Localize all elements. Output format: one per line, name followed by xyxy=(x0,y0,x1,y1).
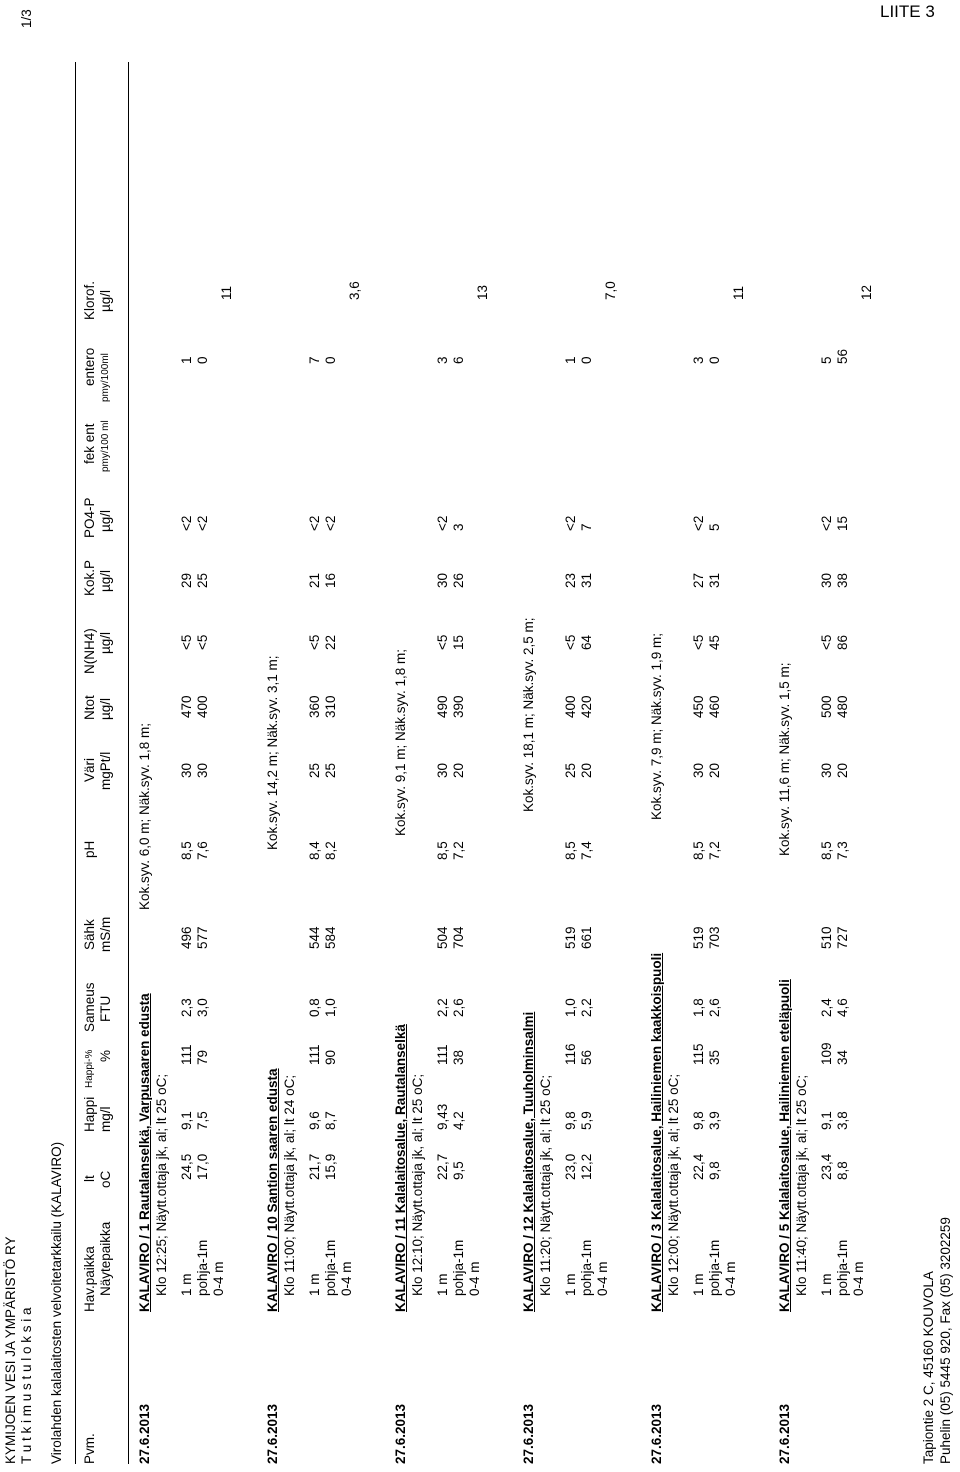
report-title: Virolahden kalalaitosten velvoitetarkkailu (KALAVIRO) xyxy=(49,1141,64,1464)
section-date: 27.6.2013 xyxy=(521,1403,536,1464)
table-cell-sameus: 1,8 xyxy=(691,998,706,1017)
table-cell-vari: 25 xyxy=(307,762,322,778)
table-cell-kokp: 23 xyxy=(563,572,578,588)
table-cell-kokp: 31 xyxy=(579,572,594,588)
table-cell-entero: 0 xyxy=(323,356,338,364)
section-title: KALAVIRO / 10 Santion saaren edusta xyxy=(265,1068,280,1312)
table-cell-ph: 8,4 xyxy=(307,841,322,860)
table-cell-ntot: 400 xyxy=(195,695,210,718)
table-row-label: 0-4 m xyxy=(595,1261,610,1296)
table-cell-nnh4: 15 xyxy=(451,634,466,650)
table-cell-lt: 21,7 xyxy=(307,1153,322,1180)
col-happi-1: Happi xyxy=(82,1096,97,1132)
table-cell-po4p: <2 xyxy=(691,515,706,531)
section-title: KALAVIRO / 11 Kalalaitosalue, Rautalanselkä xyxy=(393,1024,408,1312)
col-vari-2: mgPt/l xyxy=(98,751,113,790)
col-fekent-1: fek ent xyxy=(82,423,97,464)
table-row-label: 0-4 m xyxy=(723,1261,738,1296)
table-cell-lt: 8,8 xyxy=(835,1161,850,1180)
col-happipct-1: Happi-% xyxy=(84,1049,95,1088)
table-cell-po4p: 15 xyxy=(835,515,850,531)
col-ph: pH xyxy=(82,840,97,858)
table-cell-happipct: 38 xyxy=(451,1049,466,1065)
table-cell-klorof: 13 xyxy=(475,284,490,300)
table-cell-sahk: 577 xyxy=(195,926,210,949)
col-kokp-1: Kok.P xyxy=(82,559,97,596)
table-cell-nnh4: <5 xyxy=(435,634,450,650)
section-title: KALAVIRO / 3 Kalalaitosalue, Hailiniemen kaakkoispuoli xyxy=(649,952,664,1312)
table-cell-vari: 25 xyxy=(563,762,578,778)
table-cell-ntot: 390 xyxy=(451,695,466,718)
table-cell-happipct: 115 xyxy=(691,1043,706,1065)
table-cell-nnh4: <5 xyxy=(819,634,834,650)
table-cell-sameus: 0,8 xyxy=(307,998,322,1017)
section-date: 27.6.2013 xyxy=(265,1403,280,1464)
table-cell-nnh4: <5 xyxy=(195,634,210,650)
col-pvm: Pvm. xyxy=(82,1433,97,1464)
col-nnh4-2: µg/l xyxy=(98,631,113,654)
table-cell-vari: 25 xyxy=(323,762,338,778)
table-cell-sahk: 727 xyxy=(835,926,850,949)
table-cell-sahk: 519 xyxy=(691,926,706,949)
table-cell-lt: 9,5 xyxy=(451,1161,466,1180)
col-sahk-1: Sähk xyxy=(82,919,97,950)
table-cell-nnh4: <5 xyxy=(179,634,194,650)
table-cell-entero: 0 xyxy=(195,356,210,364)
table-cell-lt: 24,5 xyxy=(179,1153,194,1180)
header-rule-top xyxy=(75,62,76,1464)
table-cell-sameus: 2,6 xyxy=(451,998,466,1017)
table-cell-kokp: 26 xyxy=(451,572,466,588)
col-entero-2: pmy/100ml xyxy=(100,353,111,402)
table-cell-vari: 30 xyxy=(195,762,210,778)
table-cell-happi: 8,7 xyxy=(323,1111,338,1130)
table-cell-po4p: <2 xyxy=(819,515,834,531)
table-cell-po4p: 3 xyxy=(451,523,466,531)
table-cell-ph: 8,5 xyxy=(819,841,834,860)
table-cell-sameus: 2,2 xyxy=(579,998,594,1017)
table-cell-sahk: 703 xyxy=(707,926,722,949)
table-row-label: pohja-1m xyxy=(195,1239,210,1296)
table-cell-vari: 20 xyxy=(579,762,594,778)
table-cell-happi: 9,43 xyxy=(435,1103,450,1130)
table-cell-happi: 4,2 xyxy=(451,1111,466,1130)
table-cell-lt: 17,0 xyxy=(195,1153,210,1180)
table-cell-sahk: 504 xyxy=(435,926,450,949)
col-entero-1: entero xyxy=(82,347,97,386)
table-cell-vari: 30 xyxy=(691,762,706,778)
table-cell-ph: 8,5 xyxy=(435,841,450,860)
annex-label: LIITE 3 xyxy=(880,2,935,21)
table-cell-sahk: 496 xyxy=(179,926,194,949)
table-cell-po4p: <2 xyxy=(179,515,194,531)
section-date: 27.6.2013 xyxy=(649,1403,664,1464)
table-row-label: 1 m xyxy=(307,1273,322,1296)
table-cell-happi: 9,8 xyxy=(563,1111,578,1130)
col-lt-1: lt xyxy=(82,1175,97,1182)
table-cell-nnh4: <5 xyxy=(563,634,578,650)
table-cell-kokp: 25 xyxy=(195,572,210,588)
table-cell-ph: 7,4 xyxy=(579,841,594,860)
table-row-label: 0-4 m xyxy=(851,1261,866,1296)
table-cell-sameus: 1,0 xyxy=(323,998,338,1017)
col-happi-2: mg/l xyxy=(98,1106,113,1132)
table-row-label: pohja-1m xyxy=(707,1239,722,1296)
table-cell-ph: 7,2 xyxy=(451,841,466,860)
table-cell-ntot: 460 xyxy=(707,695,722,718)
table-row-label: 0-4 m xyxy=(339,1261,354,1296)
table-cell-sahk: 661 xyxy=(579,926,594,949)
table-cell-sameus: 3,0 xyxy=(195,998,210,1017)
table-cell-lt: 15,9 xyxy=(323,1153,338,1180)
table-cell-nnh4: 45 xyxy=(707,634,722,650)
table-row-label: 1 m xyxy=(819,1273,834,1296)
section-depth-info: Kok.syv. 14,2 m; Näk.syv. 3,1 m; xyxy=(265,655,280,850)
table-cell-happipct: 35 xyxy=(707,1049,722,1065)
table-cell-happi: 5,9 xyxy=(579,1111,594,1130)
table-row-label: pohja-1m xyxy=(323,1239,338,1296)
table-cell-happi: 3,8 xyxy=(835,1111,850,1130)
section-sampling-info: Klo 12:10; Näytt.ottaja jk, al; lt 25 oC; xyxy=(410,1073,425,1296)
section-title: KALAVIRO / 1 Rautalanselkä, Varpusaaren edusta xyxy=(137,993,152,1312)
org-subtitle: T u t k i m u s t u l o k s i a xyxy=(19,1307,34,1464)
table-row-label: 0-4 m xyxy=(467,1261,482,1296)
col-vari-1: Väri xyxy=(82,757,97,782)
col-lt-2: oC xyxy=(98,1170,113,1188)
col-sahk-2: mS/m xyxy=(98,916,113,952)
table-cell-ntot: 420 xyxy=(579,695,594,718)
table-cell-ntot: 360 xyxy=(307,695,322,718)
section-sampling-info: Klo 12:00; Näytt.ottaja jk, al; lt 25 oC; xyxy=(666,1073,681,1296)
col-klorof-1: Klorof. xyxy=(82,280,97,320)
col-ntot-2: µg/l xyxy=(98,697,113,720)
table-cell-ntot: 450 xyxy=(691,695,706,718)
col-kokp-2: µg/l xyxy=(98,569,113,592)
table-cell-entero: 0 xyxy=(579,356,594,364)
table-cell-entero: 1 xyxy=(179,356,194,364)
section-date: 27.6.2013 xyxy=(777,1403,792,1464)
table-cell-ph: 8,2 xyxy=(323,841,338,860)
table-row-label: 0-4 m xyxy=(211,1261,226,1296)
table-cell-nnh4: <5 xyxy=(307,634,322,650)
col-klorof-2: µg/l xyxy=(98,289,113,312)
table-cell-entero: 5 xyxy=(819,356,834,364)
table-cell-happipct: 111 xyxy=(179,1044,194,1065)
table-cell-vari: 20 xyxy=(835,762,850,778)
table-cell-entero: 1 xyxy=(563,356,578,364)
table-cell-sameus: 4,6 xyxy=(835,998,850,1017)
table-cell-sahk: 510 xyxy=(819,926,834,949)
table-cell-sameus: 2,2 xyxy=(435,998,450,1017)
col-po4p-2: µg/l xyxy=(98,509,113,532)
table-row-label: 1 m xyxy=(179,1273,194,1296)
table-cell-happi: 7,5 xyxy=(195,1111,210,1130)
section-sampling-info: Klo 11:20; Näytt.ottaja jk, al; lt 25 oC; xyxy=(538,1074,553,1296)
table-cell-klorof: 12 xyxy=(859,284,874,300)
table-cell-entero: 56 xyxy=(835,348,850,364)
table-cell-entero: 7 xyxy=(307,356,322,364)
table-cell-po4p: <2 xyxy=(435,515,450,531)
table-cell-kokp: 38 xyxy=(835,572,850,588)
table-cell-happi: 9,6 xyxy=(307,1111,322,1130)
col-hav-2: Näytepaikka xyxy=(98,1221,113,1296)
table-cell-ph: 8,5 xyxy=(691,841,706,860)
table-cell-ntot: 470 xyxy=(179,695,194,718)
col-nnh4-1: N(NH4) xyxy=(82,628,97,674)
table-cell-nnh4: 64 xyxy=(579,634,594,650)
table-cell-vari: 30 xyxy=(435,762,450,778)
page-number: 1/3 xyxy=(19,9,34,28)
section-date: 27.6.2013 xyxy=(393,1403,408,1464)
table-cell-klorof: 7,0 xyxy=(603,281,618,300)
table-row-label: pohja-1m xyxy=(451,1239,466,1296)
table-cell-happipct: 56 xyxy=(579,1049,594,1065)
table-row-label: pohja-1m xyxy=(835,1239,850,1296)
section-depth-info: Kok.syv. 9,1 m; Näk.syv. 1,8 m; xyxy=(393,648,408,836)
table-cell-kokp: 30 xyxy=(819,572,834,588)
table-cell-vari: 20 xyxy=(707,762,722,778)
table-cell-kokp: 30 xyxy=(435,572,450,588)
table-cell-klorof: 3,6 xyxy=(347,281,362,300)
section-depth-info: Kok.syv. 18,1 m; Näk.syv. 2,5 m; xyxy=(521,617,536,812)
table-cell-sameus: 2,4 xyxy=(819,998,834,1017)
table-cell-lt: 22,4 xyxy=(691,1153,706,1180)
table-row-label: 1 m xyxy=(435,1273,450,1296)
footer-address: Tapiontie 2 C, 45160 KOUVOLA xyxy=(921,1271,936,1464)
table-cell-nnh4: <5 xyxy=(691,634,706,650)
table-cell-vari: 20 xyxy=(451,762,466,778)
table-cell-klorof: 11 xyxy=(731,285,746,300)
table-cell-kokp: 29 xyxy=(179,572,194,588)
table-cell-vari: 30 xyxy=(819,762,834,778)
table-cell-happipct: 111 xyxy=(307,1044,322,1065)
table-cell-happipct: 79 xyxy=(195,1049,210,1065)
table-cell-sahk: 704 xyxy=(451,926,466,949)
table-cell-sahk: 584 xyxy=(323,926,338,949)
table-cell-happipct: 34 xyxy=(835,1049,850,1065)
table-cell-kokp: 31 xyxy=(707,572,722,588)
section-title: KALAVIRO / 5 Kalalaitosalue, Hailiniemen eteläpuoli xyxy=(777,979,792,1312)
table-cell-ph: 8,5 xyxy=(563,841,578,860)
col-po4p-1: PO4-P xyxy=(82,497,97,538)
table-cell-sameus: 2,6 xyxy=(707,998,722,1017)
table-cell-happi: 3,9 xyxy=(707,1111,722,1130)
table-row-label: pohja-1m xyxy=(579,1239,594,1296)
table-cell-po4p: 5 xyxy=(707,523,722,531)
section-sampling-info: Klo 11:00; Näytt.ottaja jk, al; lt 24 oC; xyxy=(282,1074,297,1296)
table-cell-ntot: 480 xyxy=(835,695,850,718)
header-rule-bottom xyxy=(128,62,129,1464)
table-cell-sameus: 1,0 xyxy=(563,998,578,1017)
section-sampling-info: Klo 11:40; Näytt.ottaja jk, al; lt 25 oC; xyxy=(794,1074,809,1296)
table-cell-lt: 23,4 xyxy=(819,1153,834,1180)
table-cell-entero: 3 xyxy=(435,356,450,364)
table-cell-happi: 9,8 xyxy=(691,1111,706,1130)
table-cell-po4p: <2 xyxy=(195,515,210,531)
section-depth-info: Kok.syv. 11,6 m; Näk.syv. 1,5 m; xyxy=(777,662,792,856)
table-cell-lt: 23,0 xyxy=(563,1153,578,1180)
col-fekent-2: pmy/100 ml xyxy=(100,420,111,472)
table-cell-happi: 9,1 xyxy=(819,1111,834,1130)
table-cell-po4p: 7 xyxy=(579,523,594,531)
section-depth-info: Kok.syv. 7,9 m; Näk.syv. 1,9 m; xyxy=(649,632,664,820)
table-cell-klorof: 11 xyxy=(219,285,234,300)
table-cell-vari: 30 xyxy=(179,762,194,778)
table-cell-kokp: 27 xyxy=(691,572,706,588)
table-cell-ntot: 490 xyxy=(435,695,450,718)
footer-phone: Puhelin (05) 5445 920, Fax (05) 3202259 xyxy=(938,1217,953,1464)
table-cell-entero: 3 xyxy=(691,356,706,364)
col-sameus-2: FTU xyxy=(98,995,113,1022)
section-sampling-info: Klo 12:25; Näytt.ottaja jk, al; lt 25 oC; xyxy=(154,1073,169,1296)
table-cell-happipct: 109 xyxy=(819,1042,834,1065)
col-ntot-1: Ntot xyxy=(82,695,97,720)
table-cell-ntot: 500 xyxy=(819,695,834,718)
section-depth-info: Kok.syv. 6,0 m; Näk.syv. 1,8 m; xyxy=(137,722,152,910)
table-cell-sahk: 519 xyxy=(563,926,578,949)
col-happipct-2: % xyxy=(98,1049,113,1062)
table-cell-happipct: 111 xyxy=(435,1044,450,1065)
table-cell-po4p: <2 xyxy=(563,515,578,531)
table-cell-po4p: <2 xyxy=(307,515,322,531)
table-cell-ph: 7,3 xyxy=(835,841,850,860)
table-cell-sameus: 2,3 xyxy=(179,998,194,1017)
table-cell-kokp: 21 xyxy=(307,572,322,588)
table-cell-nnh4: 22 xyxy=(323,634,338,650)
table-cell-lt: 22,7 xyxy=(435,1153,450,1180)
table-cell-ph: 7,2 xyxy=(707,841,722,860)
table-cell-happipct: 90 xyxy=(323,1049,338,1065)
section-title: KALAVIRO / 12 Kalalaitosalue, Tuuholminsalmi xyxy=(521,1011,536,1312)
table-cell-lt: 9,8 xyxy=(707,1161,722,1180)
col-sameus-1: Sameus xyxy=(82,982,97,1032)
table-cell-ntot: 400 xyxy=(563,695,578,718)
table-cell-happipct: 116 xyxy=(563,1043,578,1065)
org-name: KYMIJOEN VESI JA YMPÄRISTÖ RY xyxy=(3,1236,18,1464)
table-cell-kokp: 16 xyxy=(323,572,338,588)
table-row-label: 1 m xyxy=(563,1273,578,1296)
section-date: 27.6.2013 xyxy=(137,1403,152,1464)
table-cell-sahk: 544 xyxy=(307,926,322,949)
table-cell-ntot: 310 xyxy=(323,695,338,718)
table-cell-ph: 7,6 xyxy=(195,841,210,860)
table-cell-happi: 9,1 xyxy=(179,1111,194,1130)
table-cell-po4p: <2 xyxy=(323,515,338,531)
table-cell-entero: 6 xyxy=(451,356,466,364)
table-cell-nnh4: 86 xyxy=(835,634,850,650)
col-hav-1: Hav.paikka xyxy=(82,1246,97,1312)
table-cell-entero: 0 xyxy=(707,356,722,364)
table-cell-ph: 8,5 xyxy=(179,841,194,860)
table-row-label: 1 m xyxy=(691,1273,706,1296)
table-cell-lt: 12,2 xyxy=(579,1153,594,1180)
